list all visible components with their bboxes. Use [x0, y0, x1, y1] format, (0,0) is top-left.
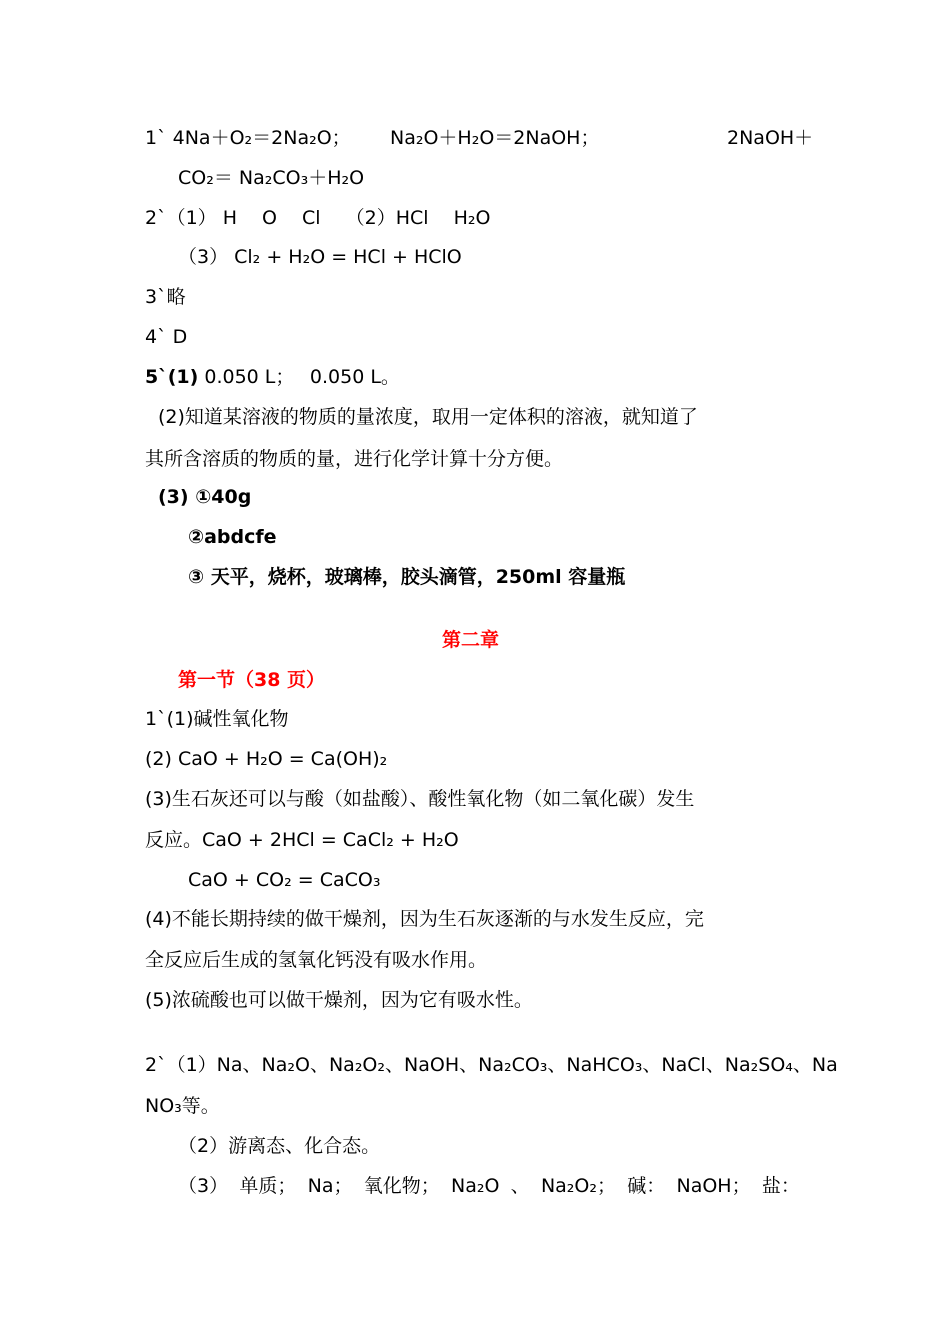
- answer-2-line-1: 2`（1） H O Cl （2）HCl H₂O: [145, 207, 491, 229]
- word: Na；: [307, 1175, 353, 1197]
- answer-1-line-1a: 1` 4Na＋O₂＝2Na₂O；: [145, 127, 351, 149]
- answer-5-line-5: ②abdcfe: [188, 526, 277, 548]
- word: 、: [510, 1175, 530, 1197]
- answer-1-line-2: CO₂＝ Na₂CO₃＋H₂O: [178, 167, 365, 189]
- ch2-answer-1-line-8: (5)浓硫酸也可以做干燥剂，因为它有吸水性。: [145, 989, 533, 1011]
- ch2-answer-2-line-3: （2）游离态、化合态。: [178, 1135, 381, 1157]
- word: Na₂O: [450, 1175, 500, 1197]
- chapter-heading: 第二章: [442, 629, 500, 651]
- answer-1-line-1c: 2NaOH＋: [727, 127, 814, 149]
- word: Na₂O₂；: [540, 1175, 616, 1197]
- answer-5-line-6: ③ 天平，烧杯，玻璃棒，胶头滴管，250ml 容量瓶: [188, 566, 626, 588]
- answer-4: 4` D: [145, 326, 188, 348]
- answer-1-line-1b: Na₂O＋H₂O＝2NaOH；: [390, 127, 600, 149]
- ch2-answer-1-line-6: (4)不能长期持续的做干燥剂，因为生石灰逐渐的与水发生反应，完: [145, 908, 704, 930]
- answer-5-line-1: [145, 364, 400, 390]
- word: 氧化物；: [363, 1175, 440, 1197]
- answer-2-line-2: （3） Cl₂ + H₂O = HCl + HClO: [178, 246, 462, 268]
- word: 盐：: [761, 1175, 800, 1197]
- answer-5-line-2: (2)知道某溶液的物质的量浓度，取用一定体积的溶液，就知道了: [158, 406, 698, 428]
- ch2-answer-1-line-3: (3)生石灰还可以与酸（如盐酸）、酸性氧化物（如二氧化碳）发生: [145, 788, 695, 810]
- ch2-answer-1-line-5: CaO + CO₂ = CaCO₃: [188, 869, 381, 891]
- ch2-answer-2-line-2: NO₃等。: [145, 1095, 220, 1117]
- ch2-answer-1-line-1: 1`(1)碱性氧化物: [145, 708, 289, 730]
- answer-5-line-3: 其所含溶质的物质的量，进行化学计算十分方便。: [145, 448, 564, 470]
- ch2-answer-1-line-7: 全反应后生成的氢氧化钙没有吸水作用。: [145, 949, 488, 971]
- answer-5-label: 5`(1): [145, 366, 199, 388]
- ch2-answer-1-line-2: (2) CaO + H₂O = Ca(OH)₂: [145, 748, 388, 770]
- answer-5-values: 0.050 L； 0.050 L。: [198, 366, 400, 388]
- answer-5-line-4: (3) ①40g: [158, 486, 252, 508]
- ch2-answer-2-line-1: 2`（1）Na、Na₂O、Na₂O₂、NaOH、Na₂CO₃、NaHCO₃、NaCl、Na₂SO₄、Na: [145, 1054, 838, 1076]
- answer-3: 3`略: [145, 286, 186, 308]
- ch2-answer-1-line-4: 反应。CaO + 2HCl = CaCl₂ + H₂O: [145, 829, 459, 851]
- word: 碱：: [627, 1175, 666, 1197]
- ch2-answer-2-line-4: [178, 1173, 800, 1199]
- section-heading: 第一节（38 页）: [178, 669, 326, 691]
- word: （3）: [178, 1175, 229, 1197]
- word: NaOH；: [676, 1175, 751, 1197]
- word: 单质；: [239, 1175, 297, 1197]
